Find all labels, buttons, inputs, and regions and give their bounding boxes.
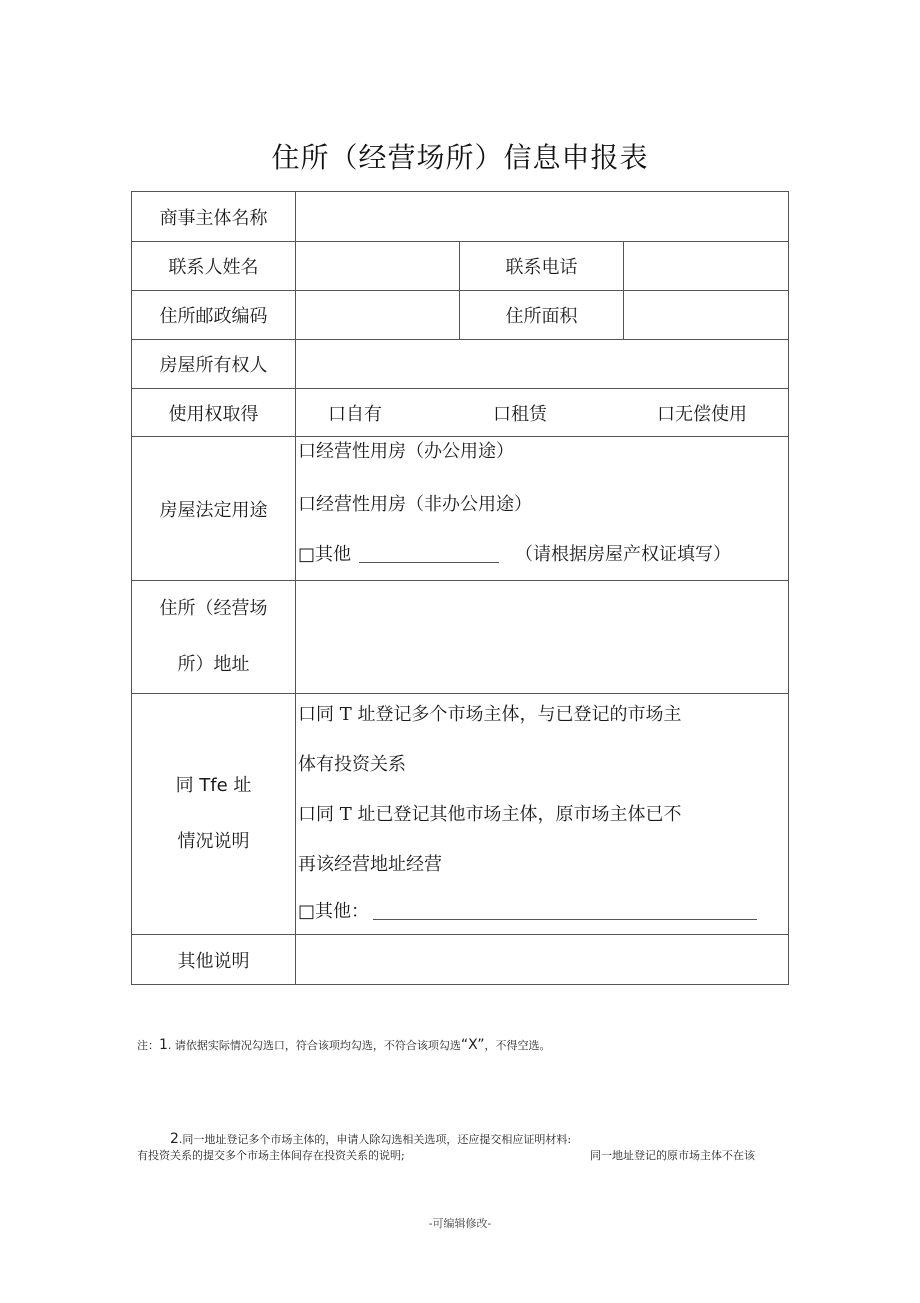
contact-name-field[interactable]: [296, 242, 460, 291]
option-investment-relation-cont: 体有投资关系: [298, 754, 406, 775]
row-contact: [132, 242, 789, 291]
declaration-form-table: [131, 191, 789, 985]
option-non-office-use[interactable]: 口经营性用房（非办公用途）: [298, 494, 532, 515]
entity-name-field[interactable]: [296, 192, 789, 242]
note-1: 注：1. 请依据实际情况勾选口，符合该项均勾选，不符合该项勾选“X”，不得空选。: [137, 1037, 551, 1053]
note-2-line2-left: 有投资关系的提交多个市场主体间存在投资关系的说明;: [137, 1149, 405, 1162]
address-label-line2: 所）地址: [177, 654, 250, 675]
other-use-blank[interactable]: [359, 548, 499, 563]
other-notes-label: 其他说明: [132, 935, 296, 985]
option-other-use[interactable]: [298, 530, 788, 580]
option-leased[interactable]: 口租赁: [493, 403, 547, 425]
row-legal-use: [132, 437, 789, 581]
option-free-use[interactable]: 口无偿使用: [657, 403, 747, 425]
area-label: 住所面积: [460, 291, 624, 340]
address-label: [132, 581, 296, 694]
row-entity-name: [132, 192, 789, 242]
same-address-other-blank[interactable]: [373, 905, 757, 920]
postcode-label: 住所邮政编码: [132, 291, 296, 340]
other-use-hint: （请根据房屋产权证填写）: [515, 544, 732, 565]
option-office-use[interactable]: 口经营性用房（办公用途）: [298, 441, 514, 462]
contact-phone-label: 联系电话: [460, 242, 624, 291]
row-address: [132, 581, 789, 694]
use-right-label: 使用权取得: [132, 389, 296, 437]
entity-name-label: 商事主体名称: [132, 192, 296, 242]
same-address-label-line2: 情况说明: [177, 831, 250, 852]
area-field[interactable]: [624, 291, 789, 340]
same-address-label: [132, 694, 296, 935]
same-address-other-prefix: □其他：: [298, 901, 370, 922]
use-right-options: [296, 389, 789, 437]
owner-label: 房屋所有权人: [132, 340, 296, 389]
note-2-line2-right: 同一地址登记的原市场主体不在该: [590, 1149, 755, 1162]
form-title: 住所（经营场所）信息申报表: [271, 141, 649, 174]
same-address-options: [296, 694, 789, 935]
postcode-field[interactable]: [296, 291, 460, 340]
row-same-address: [132, 694, 789, 935]
option-owned[interactable]: 口自有: [328, 403, 382, 425]
legal-use-label: 房屋法定用途: [132, 437, 296, 581]
owner-field[interactable]: [296, 340, 789, 389]
other-notes-field[interactable]: [296, 935, 789, 985]
legal-use-options: [296, 437, 789, 581]
same-address-label-line1: 同 Tfe 址: [175, 775, 252, 796]
contact-name-label: 联系人姓名: [132, 242, 296, 291]
address-label-line1: 住所（经营场: [159, 598, 268, 619]
option-former-entity-left-cont: 再该经营地址经营: [298, 854, 442, 875]
note-2: 2.同一地址登记多个市场主体的，申请人除勾选相关选项，还应提交相应证明材料:: [170, 1131, 572, 1147]
row-owner: [132, 340, 789, 389]
row-other-notes: [132, 935, 789, 985]
row-use-right: [132, 389, 789, 437]
address-field[interactable]: [296, 581, 789, 694]
footer-editable-note: -可编辑修改-: [428, 1217, 492, 1230]
contact-phone-field[interactable]: [624, 242, 789, 291]
option-investment-relation[interactable]: 口同 T 址登记多个市场主体，与已登记的市场主: [298, 704, 682, 725]
option-same-address-other[interactable]: [298, 890, 788, 934]
row-postcode-area: [132, 291, 789, 340]
other-use-prefix: □其他: [298, 544, 352, 565]
option-former-entity-left[interactable]: 口同 T 址已登记其他市场主体，原市场主体已不: [298, 804, 682, 825]
